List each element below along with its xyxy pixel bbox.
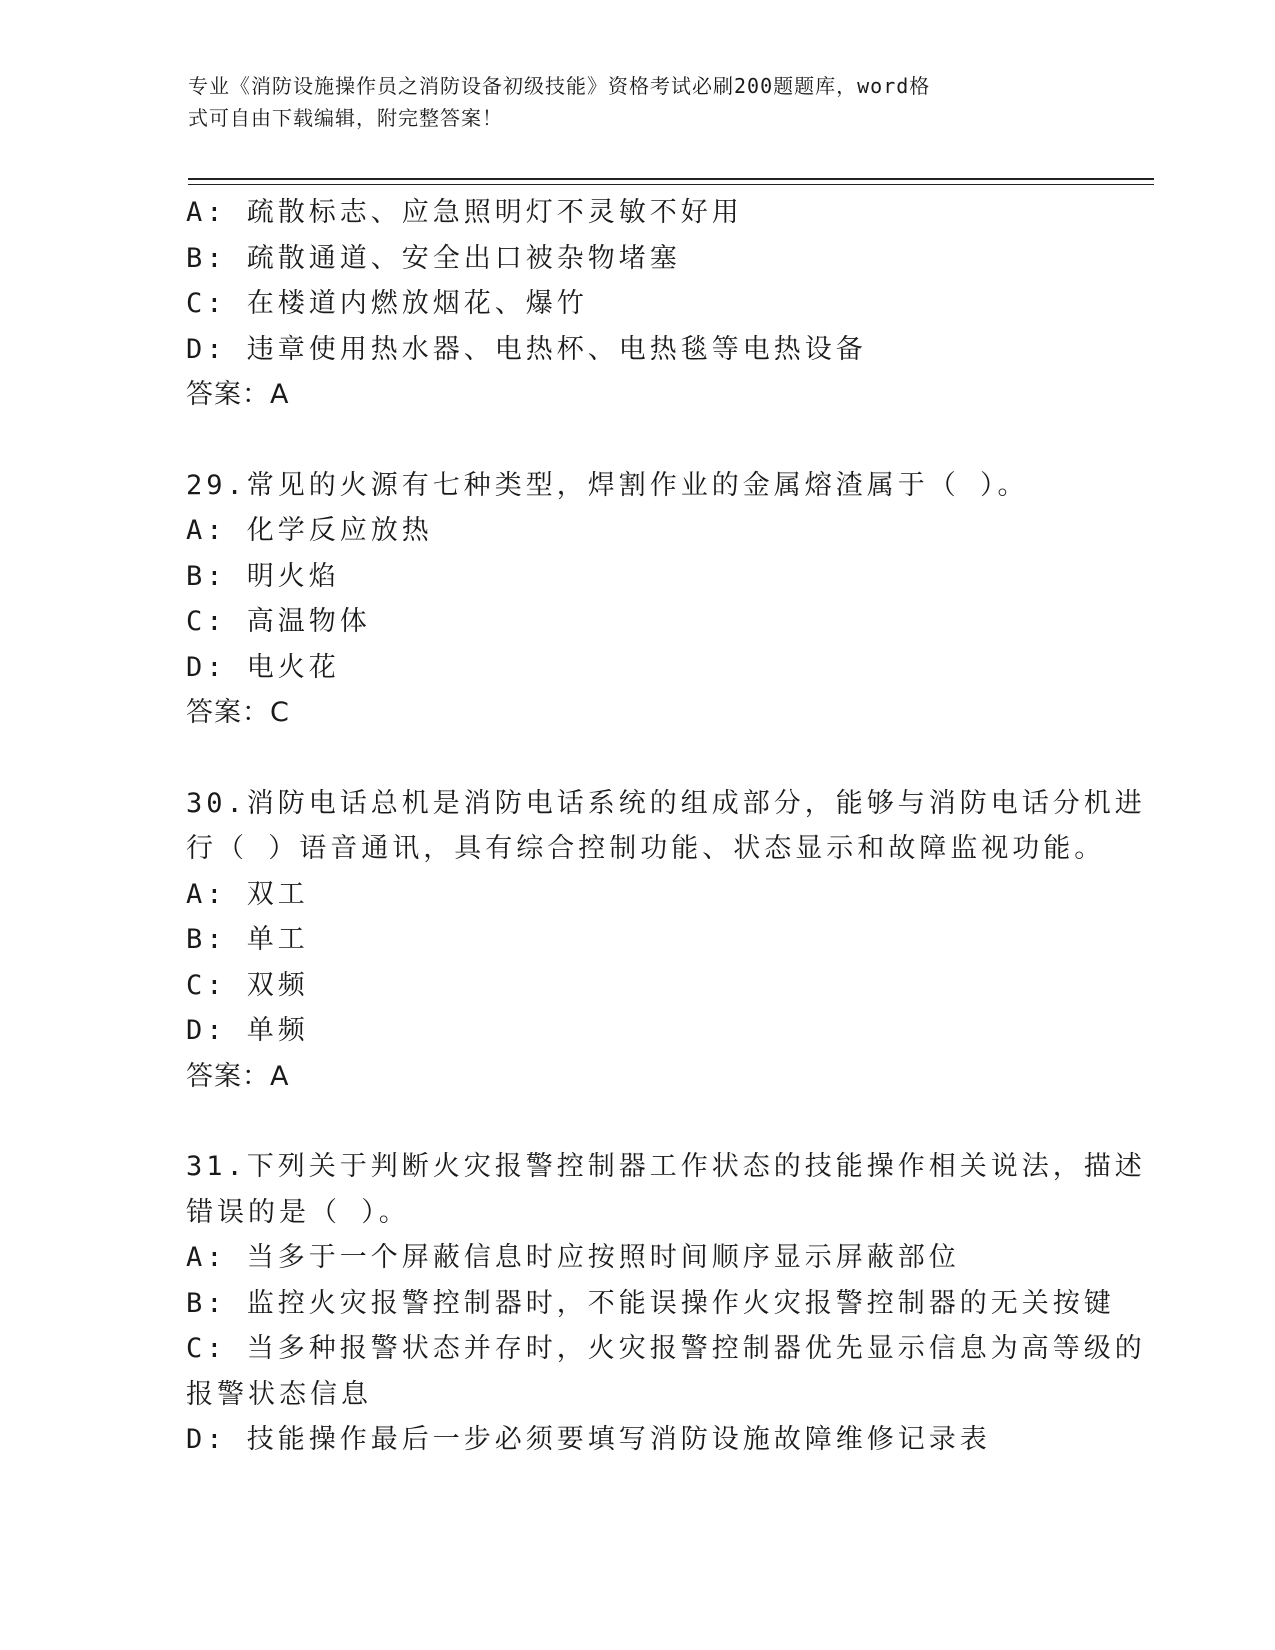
question-stem: 29.常见的火源有七种类型，焊割作业的金属熔渣属于（ ）。 (186, 469, 1029, 501)
question-block-29 (186, 463, 1086, 736)
answer-label: 答案：A (186, 1060, 290, 1092)
answer-label: 答案：A (186, 379, 290, 410)
question-block-30 (186, 781, 1146, 1100)
option-d: D: 电火花 (186, 651, 340, 683)
option-b: B: 监控火灾报警控制器时，不能误操作火灾报警控制器的无关按键 (186, 1287, 1115, 1319)
option-b: B: 明火焰 (186, 560, 340, 592)
document-header (188, 70, 1068, 134)
option-d: D: 技能操作最后一步必须要填写消防设施故障维修记录表 (186, 1424, 991, 1455)
option-c: C: 高温物体 (186, 606, 371, 637)
answer-label: 答案：C (186, 697, 290, 728)
question-list (186, 190, 1146, 1463)
option-c: C: 当多种报警状态并存时，火灾报警控制器优先显示信息为高等级的 (186, 1333, 1146, 1364)
question-block-28 (186, 190, 1086, 418)
option-a: A: 化学反应放热 (186, 515, 433, 546)
header-line-2: 式可自由下载编辑，附完整答案！ (188, 106, 503, 130)
question-stem-line-1: 30.消防电话总机是消防电话系统的组成部分，能够与消防电话分机进 (186, 787, 1146, 819)
option-a: A: 疏散标志、应急照明灯不灵敏不好用 (186, 197, 743, 228)
question-block-31 (186, 1144, 1146, 1463)
option-b: B: 单工 (186, 924, 309, 955)
option-d: D: 单频 (186, 1015, 309, 1046)
header-rule-thick (188, 178, 1154, 180)
option-a: A: 当多于一个屏蔽信息时应按照时间顺序显示屏蔽部位 (186, 1242, 960, 1273)
question-stem-line-2: 错误的是（ ）。 (186, 1196, 410, 1228)
option-c: C: 双频 (186, 969, 309, 1001)
header-rule-thin (188, 184, 1154, 185)
option-d: D: 违章使用热水器、电热杯、电热毯等电热设备 (186, 333, 867, 365)
question-stem-line-1: 31.下列关于判断火灾报警控制器工作状态的技能操作相关说法，描述 (186, 1151, 1146, 1182)
option-a: A: 双工 (186, 878, 309, 910)
option-c-continued: 报警状态信息 (186, 1378, 372, 1410)
option-b: B: 疏散通道、安全出口被杂物堵塞 (186, 242, 681, 274)
header-line-1: 专业《消防设施操作员之消防设备初级技能》资格考试必刷200题题库，word格 (188, 74, 931, 98)
option-c: C: 在楼道内燃放烟花、爆竹 (186, 288, 588, 319)
question-stem-line-2: 行（ ）语音通讯，具有综合控制功能、状态显示和故障监视功能。 (186, 833, 1106, 864)
